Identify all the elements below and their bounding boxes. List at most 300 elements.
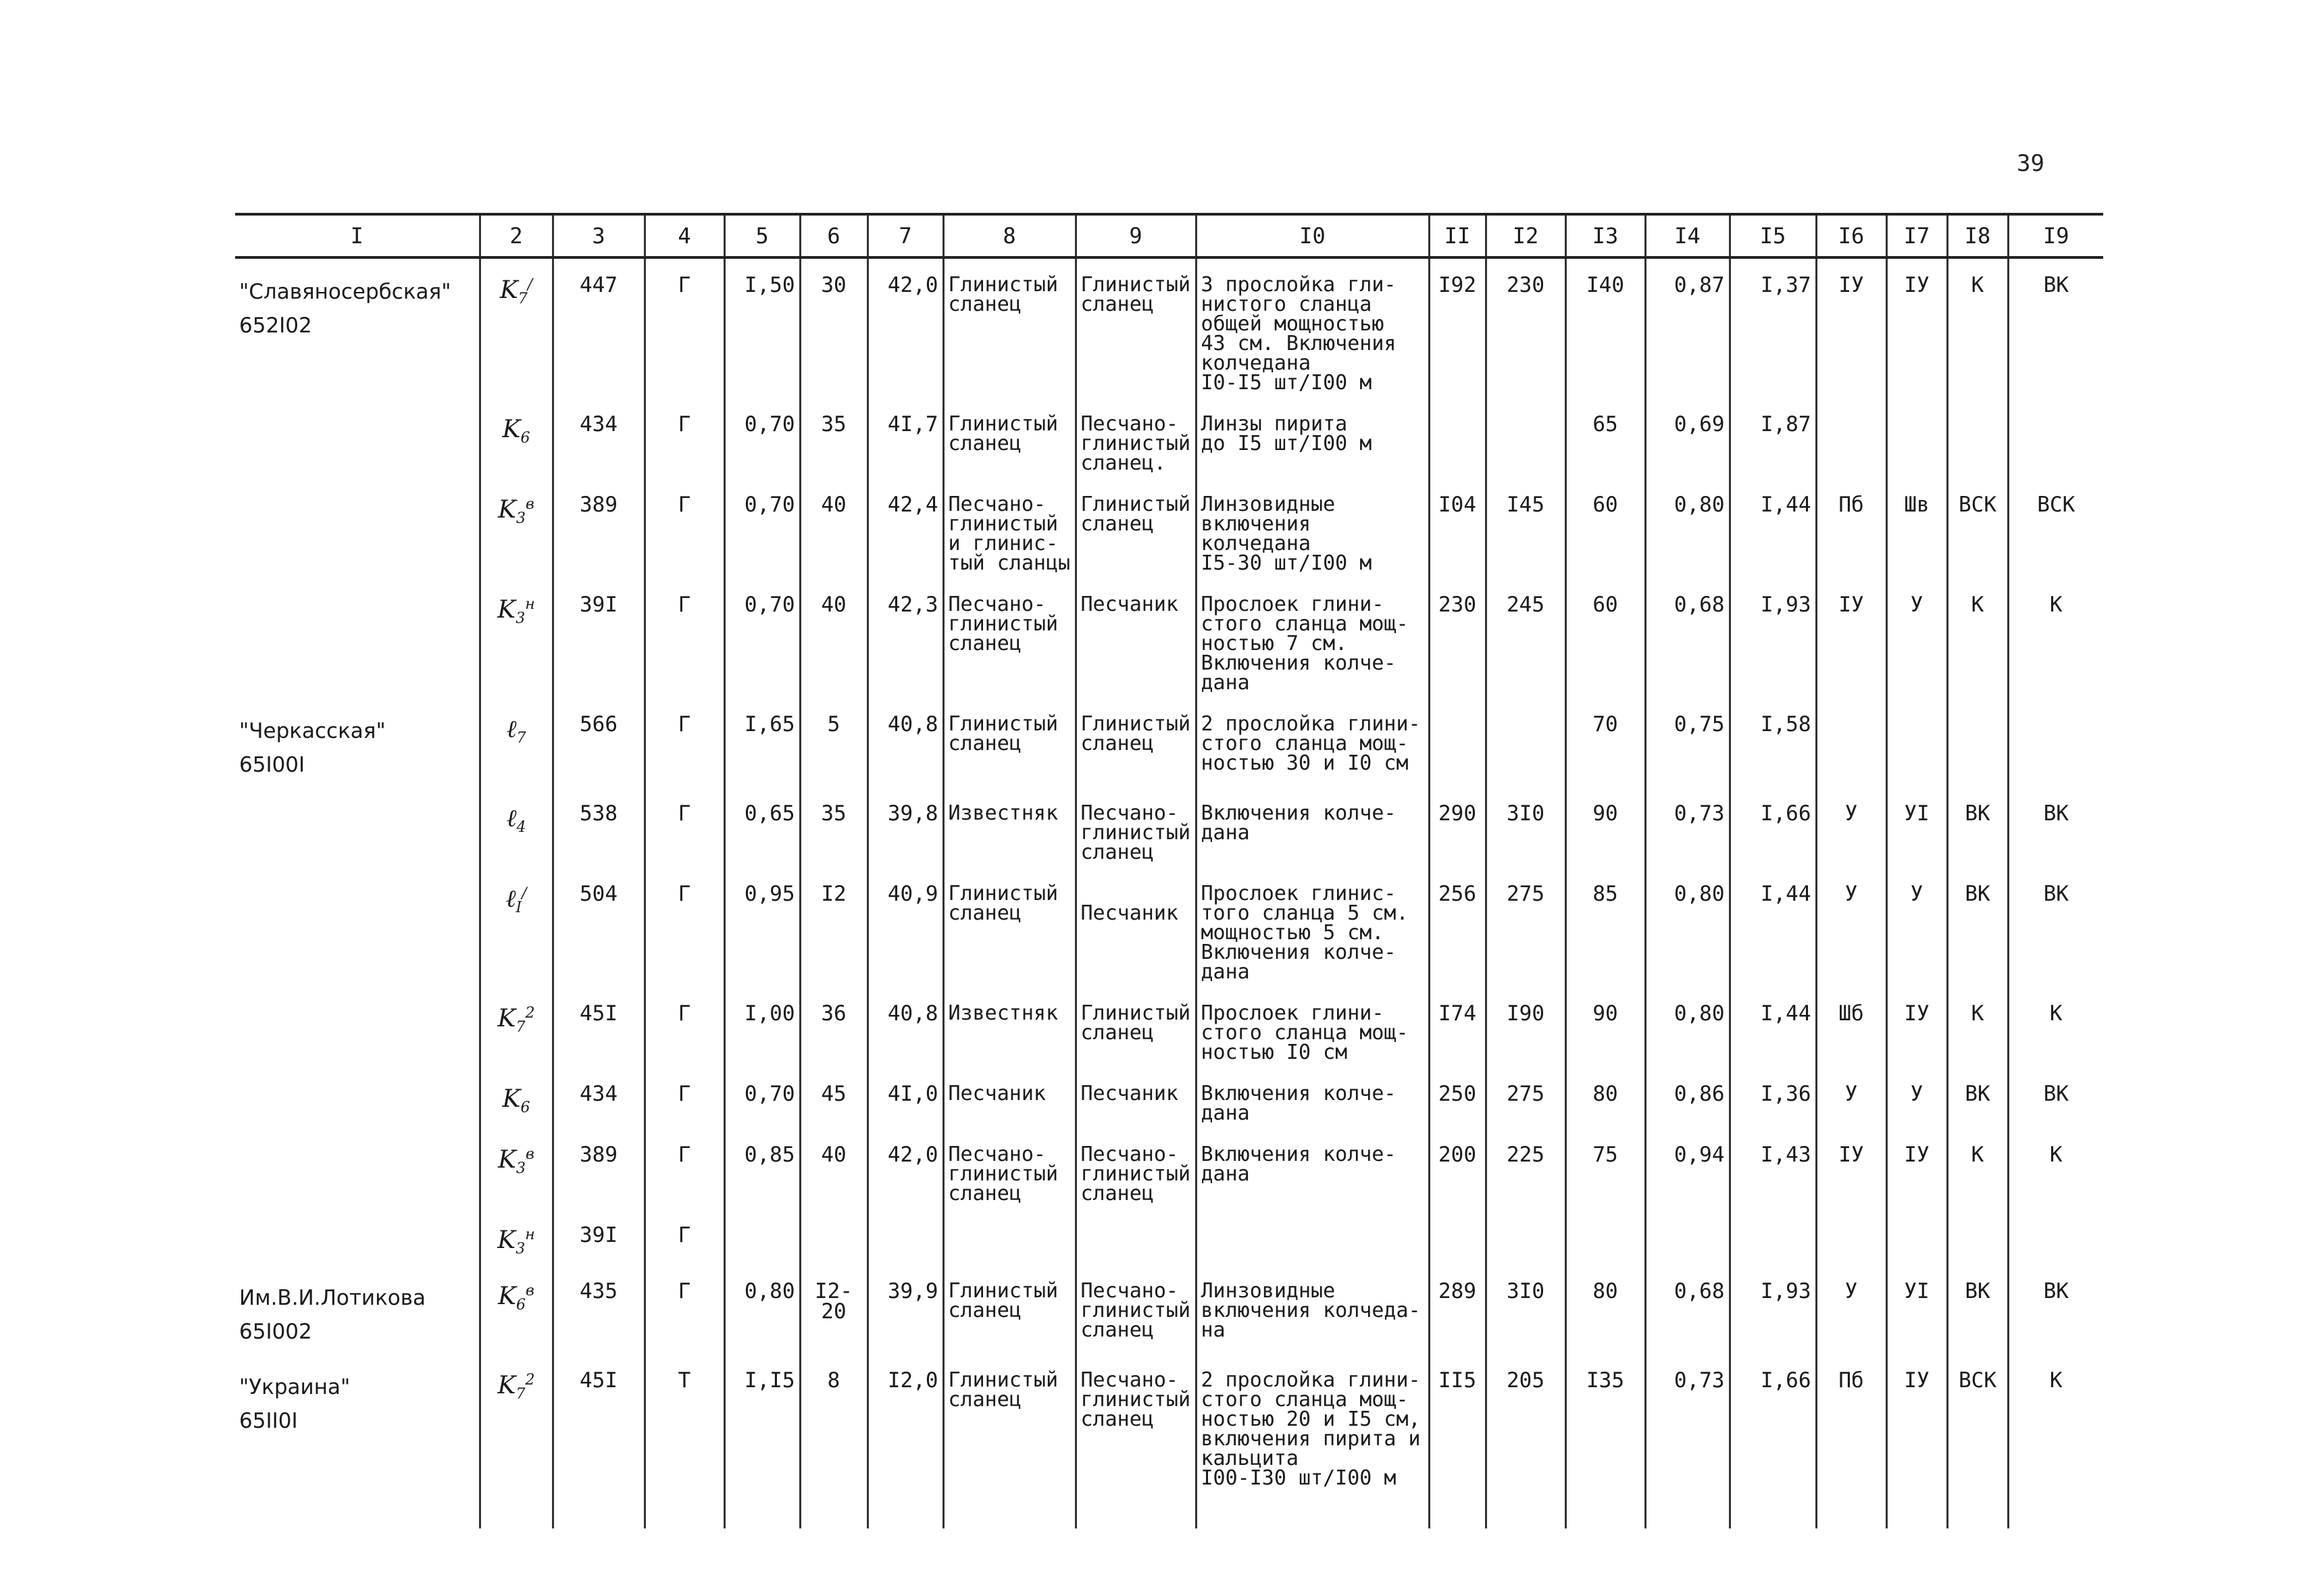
table-row <box>235 1209 2103 1265</box>
cell-col-8: Известняк <box>943 987 1076 1068</box>
cell-col-13 <box>1565 1209 1645 1265</box>
cell-col-16: У <box>1816 1068 1886 1128</box>
table-row <box>235 257 2103 398</box>
cell-col-14: 0,73 <box>1645 787 1730 868</box>
cell-col-12: 205 <box>1486 1354 1565 1528</box>
cell-col-11 <box>1429 398 1486 478</box>
cell-col-12: 245 <box>1486 578 1565 698</box>
cell-col-9: Песчано- глинистый сланец. <box>1076 398 1196 478</box>
cell-col-15: I,93 <box>1730 578 1816 698</box>
cell-col-6: 35 <box>800 787 867 868</box>
cell-col-5: 0,80 <box>724 1265 800 1354</box>
seam-subscript: 7 <box>515 1386 526 1403</box>
cell-col-8: Песчаник <box>943 1068 1076 1128</box>
cell-col-13: 65 <box>1565 398 1645 478</box>
cell-col-16: Пб <box>1816 478 1886 578</box>
cell-col-3: 45I <box>553 1354 645 1528</box>
cell-col-13: 90 <box>1565 787 1645 868</box>
cell-col-10: Линзовидные включения колчеда- на <box>1196 1265 1429 1354</box>
cell-col-16 <box>1816 1209 1886 1265</box>
cell-col-5: 0,85 <box>724 1128 800 1209</box>
seam-letter: K <box>498 1146 517 1174</box>
cell-col-15: I,66 <box>1730 1354 1816 1528</box>
seam-index-cell <box>480 987 553 1068</box>
cell-col-14: 0,80 <box>1645 868 1730 987</box>
cell-col-19: ВК <box>2008 1068 2103 1128</box>
cell-col-10: Включения колче- дана <box>1196 1068 1429 1128</box>
seam-index-cell <box>480 1128 553 1209</box>
cell-col-3: 447 <box>553 257 645 398</box>
cell-col-7: 42,0 <box>867 257 943 398</box>
cell-col-18: К <box>1947 578 2008 698</box>
seam-superscript: 2 <box>525 1005 535 1022</box>
cell-col-11: II5 <box>1429 1354 1486 1528</box>
table-row <box>235 1265 2103 1354</box>
cell-col-15: I,58 <box>1730 698 1816 787</box>
cell-col-7: I2,0 <box>867 1354 943 1528</box>
cell-col-18: ВК <box>1947 868 2008 987</box>
cell-col-19: К <box>2008 1128 2103 1209</box>
cell-col-13: 85 <box>1565 868 1645 987</box>
cell-col-17: УI <box>1886 787 1947 868</box>
cell-col-11: 290 <box>1429 787 1486 868</box>
seam-letter: K <box>502 416 521 443</box>
cell-col-8: Песчано- глинистый сланец <box>943 1128 1076 1209</box>
cell-col-17 <box>1886 1209 1947 1265</box>
cell-col-6: 36 <box>800 987 867 1068</box>
table-row <box>235 698 2103 787</box>
cell-col-15: I,44 <box>1730 987 1816 1068</box>
cell-col-16: У <box>1816 868 1886 987</box>
cell-col-9: Глинистый сланец <box>1076 257 1196 398</box>
mine-name-cell <box>235 1128 480 1209</box>
seam-letter: K <box>498 496 517 524</box>
cell-col-11: 250 <box>1429 1068 1486 1128</box>
table-row <box>235 578 2103 698</box>
cell-col-16 <box>1816 398 1886 478</box>
cell-col-5 <box>724 1209 800 1265</box>
cell-col-12: 3I0 <box>1486 787 1565 868</box>
cell-col-14: 0,86 <box>1645 1068 1730 1128</box>
column-header-14: I4 <box>1645 214 1730 257</box>
column-header-1: I <box>235 214 480 257</box>
cell-col-15 <box>1730 1209 1816 1265</box>
mine-name-cell <box>235 398 480 478</box>
seam-subscript: 3 <box>516 510 526 528</box>
cell-col-14: 0,68 <box>1645 578 1730 698</box>
cell-col-7: 4I,7 <box>867 398 943 478</box>
cell-col-5: 0,65 <box>724 787 800 868</box>
cell-col-18: К <box>1947 987 2008 1068</box>
cell-col-3: 45I <box>553 987 645 1068</box>
cell-col-3: 504 <box>553 868 645 987</box>
cell-col-8: Глинистый сланец <box>943 868 1076 987</box>
cell-col-7: 40,9 <box>867 868 943 987</box>
cell-col-10: Включения колче- дана <box>1196 1128 1429 1209</box>
cell-col-18: ВСК <box>1947 478 2008 578</box>
mine-name-cell: "Славяносербская" 652I02 <box>235 257 480 398</box>
seam-index-cell <box>480 787 553 868</box>
cell-col-6: 45 <box>800 1068 867 1128</box>
cell-col-19 <box>2008 1209 2103 1265</box>
cell-col-11 <box>1429 1209 1486 1265</box>
cell-col-10 <box>1196 1209 1429 1265</box>
cell-col-6: 35 <box>800 398 867 478</box>
cell-col-14: 0,73 <box>1645 1354 1730 1528</box>
cell-col-17: IУ <box>1886 257 1947 398</box>
cell-col-19: ВК <box>2008 787 2103 868</box>
seam-index-cell <box>480 1265 553 1354</box>
cell-col-4: Т <box>645 1354 724 1528</box>
cell-col-18: ВСК <box>1947 1354 2008 1528</box>
cell-col-18 <box>1947 698 2008 787</box>
cell-col-19 <box>2008 698 2103 787</box>
mine-name-cell: "Черкасская" 65I00I <box>235 698 480 787</box>
cell-col-17 <box>1886 698 1947 787</box>
cell-col-14: 0,68 <box>1645 1265 1730 1354</box>
seam-subscript: 6 <box>520 1099 530 1117</box>
column-header-9: 9 <box>1076 214 1196 257</box>
seam-subscript: 7 <box>515 1019 526 1037</box>
mine-name-cell <box>235 578 480 698</box>
cell-col-12: 275 <box>1486 1068 1565 1128</box>
cell-col-12: I45 <box>1486 478 1565 578</box>
cell-col-16: У <box>1816 1265 1886 1354</box>
seam-superscript: в <box>526 496 534 513</box>
cell-col-5: 0,70 <box>724 398 800 478</box>
column-header-11: II <box>1429 214 1486 257</box>
cell-col-17: Шв <box>1886 478 1947 578</box>
cell-col-7: 42,3 <box>867 578 943 698</box>
seam-letter: K <box>497 1372 516 1400</box>
cell-col-10: Линзы пирита до I5 шт/I00 м <box>1196 398 1429 478</box>
cell-col-7: 40,8 <box>867 987 943 1068</box>
seam-superscript: в <box>526 1282 534 1300</box>
cell-col-16: IУ <box>1816 257 1886 398</box>
cell-col-4: Г <box>645 698 724 787</box>
cell-col-8: Глинистый сланец <box>943 698 1076 787</box>
seam-subscript: 6 <box>516 1297 526 1314</box>
cell-col-12: 225 <box>1486 1128 1565 1209</box>
cell-col-18 <box>1947 1209 2008 1265</box>
seam-index-cell <box>480 1068 553 1128</box>
table-header <box>235 214 2103 257</box>
cell-col-9: Глинистый сланец <box>1076 698 1196 787</box>
cell-col-13: I40 <box>1565 257 1645 398</box>
cell-col-9: Песчано- глинистый сланец <box>1076 1354 1196 1528</box>
table-row <box>235 787 2103 868</box>
cell-col-13: 80 <box>1565 1068 1645 1128</box>
seam-subscript: 3 <box>515 1241 526 1258</box>
cell-col-11: 200 <box>1429 1128 1486 1209</box>
seam-superscript: н <box>525 1226 535 1243</box>
cell-col-8 <box>943 1209 1076 1265</box>
cell-col-7: 39,9 <box>867 1265 943 1354</box>
cell-col-12: 275 <box>1486 868 1565 987</box>
cell-col-17: IУ <box>1886 1128 1947 1209</box>
cell-col-8: Песчано- глинистый сланец <box>943 578 1076 698</box>
data-table <box>235 213 2103 1528</box>
seam-subscript: 4 <box>516 819 526 837</box>
cell-col-3: 435 <box>553 1265 645 1354</box>
mine-name-cell <box>235 1068 480 1128</box>
cell-col-14: 0,69 <box>1645 398 1730 478</box>
mine-name-cell: Им.В.И.Лотикова 65I002 <box>235 1265 480 1354</box>
cell-col-12 <box>1486 698 1565 787</box>
cell-col-17: У <box>1886 868 1947 987</box>
seam-letter: K <box>498 1282 517 1311</box>
column-header-7: 7 <box>867 214 943 257</box>
cell-col-7: 4I,0 <box>867 1068 943 1128</box>
table-row <box>235 398 2103 478</box>
cell-col-9: Песчано- глинистый сланец <box>1076 1265 1196 1354</box>
cell-col-19: К <box>2008 1354 2103 1528</box>
cell-col-17: У <box>1886 578 1947 698</box>
cell-col-18: К <box>1947 1128 2008 1209</box>
cell-col-16: IУ <box>1816 1128 1886 1209</box>
seam-index-cell <box>480 257 553 398</box>
seam-index-cell <box>480 698 553 787</box>
seam-superscript: в <box>526 1146 534 1163</box>
mine-name-cell: "Украина" 65II0I <box>235 1354 480 1528</box>
cell-col-4: Г <box>645 1068 724 1128</box>
seam-letter: ℓ <box>506 716 517 743</box>
seam-superscript: н <box>525 596 535 613</box>
seam-index-cell <box>480 868 553 987</box>
cell-col-14 <box>1645 1209 1730 1265</box>
cell-col-5: I,I5 <box>724 1354 800 1528</box>
mine-name-cell <box>235 1209 480 1265</box>
cell-col-9: Песчаник <box>1076 1068 1196 1128</box>
cell-col-6: I2 <box>800 868 867 987</box>
cell-col-5: 0,70 <box>724 478 800 578</box>
cell-col-8: Глинистый сланец <box>943 257 1076 398</box>
cell-col-13: 80 <box>1565 1265 1645 1354</box>
cell-col-8: Глинистый сланец <box>943 1265 1076 1354</box>
cell-col-7: 42,0 <box>867 1128 943 1209</box>
cell-col-12 <box>1486 398 1565 478</box>
column-header-8: 8 <box>943 214 1076 257</box>
seam-subscript: 3 <box>515 610 526 628</box>
cell-col-16 <box>1816 698 1886 787</box>
cell-col-10: Прослоек глинис- того сланца 5 см. мощностью 5 см. Включения колче- дана <box>1196 868 1429 987</box>
cell-col-11: 289 <box>1429 1265 1486 1354</box>
seam-superscript: / <box>522 885 527 902</box>
table-row <box>235 1128 2103 1209</box>
seam-index-cell <box>480 578 553 698</box>
table-row <box>235 868 2103 987</box>
cell-col-9: Глинистый сланец <box>1076 478 1196 578</box>
cell-col-5: I,65 <box>724 698 800 787</box>
cell-col-10: Включения колче- дана <box>1196 787 1429 868</box>
cell-col-13: 60 <box>1565 478 1645 578</box>
seam-index-cell <box>480 478 553 578</box>
cell-col-14: 0,80 <box>1645 987 1730 1068</box>
cell-col-16: У <box>1816 787 1886 868</box>
seam-subscript: 6 <box>520 430 530 447</box>
cell-col-18: ВК <box>1947 1265 2008 1354</box>
cell-col-15: I,37 <box>1730 257 1816 398</box>
column-header-17: I7 <box>1886 214 1947 257</box>
seam-superscript: / <box>527 276 533 293</box>
cell-col-8: Известняк <box>943 787 1076 868</box>
seam-letter: ℓ <box>506 805 517 832</box>
cell-col-12 <box>1486 1209 1565 1265</box>
seam-superscript: 2 <box>525 1372 535 1389</box>
cell-col-3: 389 <box>553 478 645 578</box>
seam-subscript: 7 <box>516 730 526 747</box>
cell-col-4: Г <box>645 868 724 987</box>
cell-col-17: У <box>1886 1068 1947 1128</box>
cell-col-7 <box>867 1209 943 1265</box>
cell-col-9: Глинистый сланец <box>1076 987 1196 1068</box>
cell-col-9 <box>1076 1209 1196 1265</box>
cell-col-9: Песчаник <box>1076 868 1196 987</box>
column-header-6: 6 <box>800 214 867 257</box>
cell-col-16: Пб <box>1816 1354 1886 1528</box>
cell-col-3: 538 <box>553 787 645 868</box>
cell-col-13: I35 <box>1565 1354 1645 1528</box>
cell-col-3: 434 <box>553 1068 645 1128</box>
cell-col-3: 39I <box>553 578 645 698</box>
cell-col-11: I74 <box>1429 987 1486 1068</box>
table-row <box>235 1068 2103 1128</box>
cell-col-19: К <box>2008 578 2103 698</box>
seam-subscript: 7 <box>518 291 528 308</box>
cell-col-11: 256 <box>1429 868 1486 987</box>
cell-col-11: 230 <box>1429 578 1486 698</box>
cell-col-6: 40 <box>800 478 867 578</box>
cell-col-19: К <box>2008 987 2103 1068</box>
cell-col-16: IУ <box>1816 578 1886 698</box>
cell-col-4: Г <box>645 1128 724 1209</box>
cell-col-9: Песчано- глинистый сланец <box>1076 787 1196 868</box>
cell-col-4: Г <box>645 787 724 868</box>
cell-col-19: ВК <box>2008 868 2103 987</box>
cell-col-5: I,50 <box>724 257 800 398</box>
seam-subscript: 3 <box>516 1160 526 1178</box>
column-header-10: I0 <box>1196 214 1429 257</box>
cell-col-14: 0,87 <box>1645 257 1730 398</box>
cell-col-14: 0,75 <box>1645 698 1730 787</box>
cell-col-15: I,36 <box>1730 1068 1816 1128</box>
cell-col-4: Г <box>645 1265 724 1354</box>
cell-col-7: 40,8 <box>867 698 943 787</box>
page-number: 39 <box>2017 150 2044 177</box>
cell-col-8: Глинистый сланец <box>943 398 1076 478</box>
cell-col-4: Г <box>645 987 724 1068</box>
cell-col-4: Г <box>645 1209 724 1265</box>
cell-col-6: 40 <box>800 1128 867 1209</box>
table-body <box>235 257 2103 1528</box>
seam-index-cell <box>480 398 553 478</box>
cell-col-10: Прослоек глини- стого сланца мощ- ностью 7 см. Включения колче- дана <box>1196 578 1429 698</box>
seam-index-cell <box>480 1209 553 1265</box>
cell-col-16: Шб <box>1816 987 1886 1068</box>
cell-col-19: ВК <box>2008 257 2103 398</box>
cell-col-13: 75 <box>1565 1128 1645 1209</box>
cell-col-6: 8 <box>800 1354 867 1528</box>
cell-col-17: УI <box>1886 1265 1947 1354</box>
seam-letter: K <box>502 1085 521 1113</box>
cell-col-13: 60 <box>1565 578 1645 698</box>
cell-col-11: I04 <box>1429 478 1486 578</box>
column-header-5: 5 <box>724 214 800 257</box>
table-row <box>235 1354 2103 1528</box>
cell-col-7: 39,8 <box>867 787 943 868</box>
cell-col-6: 30 <box>800 257 867 398</box>
cell-col-10: Линзовидные включения колчедана I5-30 шт/I00 м <box>1196 478 1429 578</box>
cell-col-11 <box>1429 698 1486 787</box>
column-header-2: 2 <box>480 214 553 257</box>
seam-letter: K <box>497 1005 516 1032</box>
seam-subscript: I <box>515 899 522 917</box>
cell-col-10: 2 прослойка глини- стого сланца мощ- ностью 30 и I0 см <box>1196 698 1429 787</box>
column-header-13: I3 <box>1565 214 1645 257</box>
cell-col-15: I,66 <box>1730 787 1816 868</box>
mine-name-cell <box>235 787 480 868</box>
column-header-12: I2 <box>1486 214 1565 257</box>
cell-col-6: 40 <box>800 578 867 698</box>
cell-col-18: ВК <box>1947 787 2008 868</box>
seam-letter: ℓ <box>505 885 516 913</box>
cell-col-15: I,43 <box>1730 1128 1816 1209</box>
cell-col-17 <box>1886 398 1947 478</box>
cell-col-7: 42,4 <box>867 478 943 578</box>
cell-col-19: ВК <box>2008 1265 2103 1354</box>
cell-col-5: 0,95 <box>724 868 800 987</box>
cell-col-17: IУ <box>1886 1354 1947 1528</box>
seam-letter: K <box>497 596 516 624</box>
cell-col-18: К <box>1947 257 2008 398</box>
cell-col-14: 0,94 <box>1645 1128 1730 1209</box>
cell-col-6: I2- 20 <box>800 1265 867 1354</box>
mine-name-cell <box>235 478 480 578</box>
cell-col-18 <box>1947 398 2008 478</box>
cell-col-6 <box>800 1209 867 1265</box>
cell-col-8: Песчано- глинистый и глинис- тый сланцы <box>943 478 1076 578</box>
table-row <box>235 987 2103 1068</box>
cell-col-10: 2 прослойка глини- стого сланца мощ- ностью 20 и I5 см, включения пирита и кальцита I00-I30 шт/I00 м <box>1196 1354 1429 1528</box>
cell-col-12: I90 <box>1486 987 1565 1068</box>
mine-name-cell <box>235 987 480 1068</box>
cell-col-11: I92 <box>1429 257 1486 398</box>
column-header-4: 4 <box>645 214 724 257</box>
cell-col-4: Г <box>645 257 724 398</box>
cell-col-8: Глинистый сланец <box>943 1354 1076 1528</box>
cell-col-5: I,00 <box>724 987 800 1068</box>
cell-col-3: 566 <box>553 698 645 787</box>
column-header-16: I6 <box>1816 214 1886 257</box>
cell-col-4: Г <box>645 578 724 698</box>
cell-col-10: Прослоек глини- стого сланца мощ- ностью I0 см <box>1196 987 1429 1068</box>
cell-col-14: 0,80 <box>1645 478 1730 578</box>
cell-col-9: Песчано- глинистый сланец <box>1076 1128 1196 1209</box>
cell-col-19: ВСК <box>2008 478 2103 578</box>
cell-col-15: I,44 <box>1730 478 1816 578</box>
cell-col-13: 90 <box>1565 987 1645 1068</box>
cell-col-9: Песчаник <box>1076 578 1196 698</box>
cell-col-4: Г <box>645 478 724 578</box>
cell-col-3: 389 <box>553 1128 645 1209</box>
cell-col-17: IУ <box>1886 987 1947 1068</box>
seam-index-cell <box>480 1354 553 1528</box>
seam-letter: K <box>499 276 518 304</box>
column-header-3: 3 <box>553 214 645 257</box>
cell-col-12: 230 <box>1486 257 1565 398</box>
cell-col-18: ВК <box>1947 1068 2008 1128</box>
cell-col-15: I,87 <box>1730 398 1816 478</box>
